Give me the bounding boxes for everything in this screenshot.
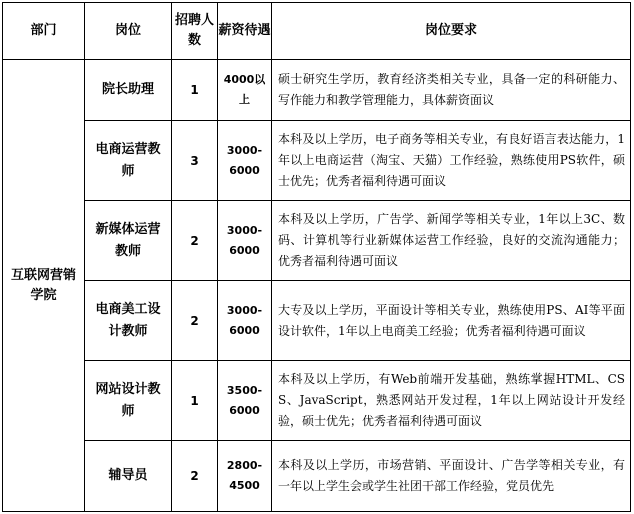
requirements-cell: 本科及以上学历，电子商务等相关专业，有良好语言表达能力，1年以上电商运营（淘宝、天猫）工作经验，熟练使用PS软件，硕士优先；优秀者福利待遇可面议	[272, 121, 631, 201]
salary-cell: 2800-4500	[218, 441, 272, 512]
header-position: 岗位	[85, 3, 172, 60]
salary-cell: 3000-6000	[218, 281, 272, 361]
recruitment-table-container	[2, 2, 630, 512]
requirements-cell: 本科及以上学历，市场营销、平面设计、广告学等相关专业，有一年以上学生会或学生社团干部工作经验，党员优先	[272, 441, 631, 512]
position-cell: 院长助理	[85, 60, 172, 121]
headcount-cell: 3	[172, 121, 218, 201]
headcount-cell: 1	[172, 361, 218, 441]
position-cell: 新媒体运营教师	[85, 201, 172, 281]
salary-cell: 3500-6000	[218, 361, 272, 441]
position-cell: 辅导员	[85, 441, 172, 512]
header-requirements: 岗位要求	[272, 3, 631, 60]
headcount-cell: 1	[172, 60, 218, 121]
table-row	[3, 361, 631, 441]
table-row	[3, 201, 631, 281]
headcount-cell: 2	[172, 281, 218, 361]
table-row	[3, 121, 631, 201]
salary-cell: 4000以上	[218, 60, 272, 121]
position-cell: 电商美工设计教师	[85, 281, 172, 361]
requirements-cell: 本科及以上学历，广告学、新闻学等相关专业，1年以上3C、数码、计算机等行业新媒体运营工作经验，良好的交流沟通能力；优秀者福利待遇可面议	[272, 201, 631, 281]
requirements-cell: 硕士研究生学历，教育经济类相关专业，具备一定的科研能力、写作能力和教学管理能力，具体薪资面议	[272, 60, 631, 121]
table-row	[3, 281, 631, 361]
table-row	[3, 441, 631, 512]
salary-cell: 3000-6000	[218, 201, 272, 281]
department-cell: 互联网营销学院	[3, 60, 85, 512]
salary-cell: 3000-6000	[218, 121, 272, 201]
header-salary: 薪资待遇	[218, 3, 272, 60]
header-dept: 部门	[3, 3, 85, 60]
requirements-cell: 本科及以上学历，有Web前端开发基础，熟练掌握HTML、CSS、JavaScript，熟悉网站开发过程，1年以上网站设计开发经验，硕士优先；优秀者福利待遇可面议	[272, 361, 631, 441]
position-cell: 电商运营教师	[85, 121, 172, 201]
header-row	[3, 3, 631, 60]
table-row	[3, 60, 631, 121]
requirements-cell: 大专及以上学历，平面设计等相关专业，熟练使用PS、AI等平面设计软件，1年以上电商美工经验；优秀者福利待遇可面议	[272, 281, 631, 361]
position-cell: 网站设计教师	[85, 361, 172, 441]
recruitment-table	[2, 2, 631, 512]
headcount-cell: 2	[172, 441, 218, 512]
headcount-cell: 2	[172, 201, 218, 281]
header-headcount: 招聘人数	[172, 3, 218, 60]
